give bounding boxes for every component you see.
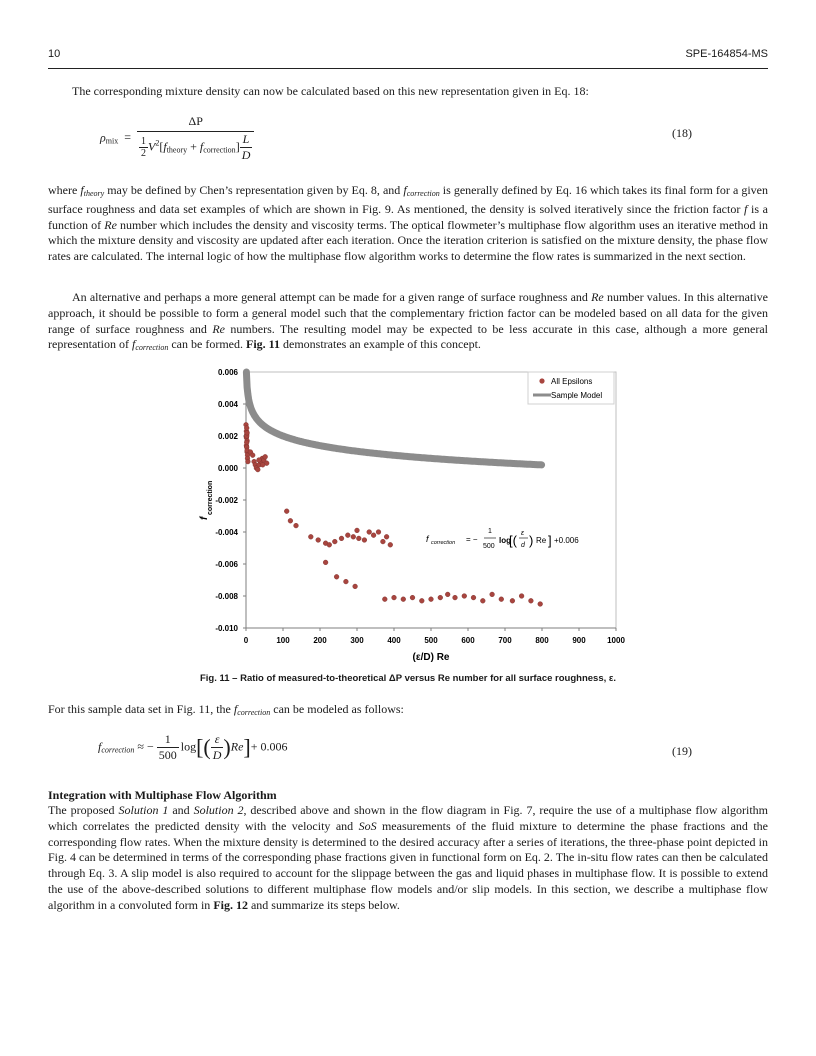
paragraph-2: An alternative and perhaps a more general attempt can be made for a given range of surface roughness and Re number values. In this alternative approach, it should be possible to form a general model such that the complementary friction factor can be modeled based on all data for the given range of surface roughness and Re numbers. The resulting model may be expected to be less accurate in this case, although a more general representation of $f_{correction}$ can be formed. Fig. 11 demonstrates an example of this concept.: [48, 290, 769, 353]
eq18-number: (18): [672, 126, 692, 140]
data-point: [438, 595, 443, 600]
data-point: [388, 542, 393, 547]
eq18-rho-sub: mix: [105, 136, 119, 146]
x-tick-label: 500: [424, 636, 438, 645]
svg-text:]: ]: [548, 533, 552, 548]
eq18-L: L: [240, 132, 253, 148]
annotation-f: f: [426, 534, 429, 544]
eq19-approx: ≈ −: [137, 739, 154, 754]
data-point: [351, 534, 356, 539]
equation-18: $\rho_{mix}$ = ΔP $\frac{1}{2}$ $V^2[f_{theory} + f_{correction}]$ $\frac{L}{D}$: [100, 114, 254, 163]
data-point: [384, 534, 389, 539]
equation-19: $f_{correction}$ ≈ − $\frac{1}{500}$ log[( $\frac{\varepsilon}{D}$ )Re]+ 0.006: [98, 732, 288, 762]
svg-text:[(: [(: [509, 533, 517, 548]
x-tick-label: 900: [572, 636, 586, 645]
eq19-number: (19): [672, 744, 692, 758]
eq19-re: Re: [230, 739, 244, 754]
x-tick-label: 800: [535, 636, 549, 645]
data-point: [255, 467, 260, 472]
eq18-v-exp: 2: [155, 138, 160, 148]
annotation-tail: +0.006: [554, 536, 579, 545]
eq18-denominator: $\frac{1}{2}$ $V^2[f_{theory} + f_{correction}]$ $\frac{L}{D}$: [141, 132, 251, 162]
data-point: [356, 536, 361, 541]
annotation-eq: = −: [466, 535, 478, 544]
x-tick-label: 600: [461, 636, 475, 645]
annotation-den: 500: [483, 543, 495, 550]
data-point: [294, 523, 299, 528]
y-tick-label: -0.008: [215, 592, 238, 601]
eq19-num: 1: [157, 732, 179, 748]
data-point: [510, 598, 515, 603]
y-tick-label: -0.010: [215, 624, 238, 633]
figure-11-caption: Fig. 11 – Ratio of measured-to-theoretical ΔP versus Re number for all surface roughness, ε.: [199, 673, 617, 684]
data-point: [490, 592, 495, 597]
page-number: 10: [48, 48, 61, 60]
legend-label-all-epsilons: All Epsilons: [551, 377, 593, 386]
eq18-f1: f: [163, 139, 167, 154]
data-point: [257, 458, 262, 463]
data-point: [410, 595, 415, 600]
paragraph-1: where $f_{theory}$ may be defined by Chen’s representation given by Eq. 8, and $f_{correction}$ is generally defined by Eq. 16 which takes its final form for a given surface roughness and data set examples of which are shown in Fig. 9. As mentioned, the density is solved iteratively since the friction factor f is a function of Re number which includes the density and viscosity terms. The optical flowmeter’s multiphase flow algorithm uses an iterative method in which the mixture density and viscosity are updated after each iteration. Once the iteration criterion is satisfied on the mixture density, the phase flow rates are calculated. The internal logic of how the multiphase flow algorithm works to determine the flow rates is summarized in the next section.: [48, 183, 768, 264]
data-point: [499, 597, 504, 602]
svg-text:f: f: [199, 516, 210, 520]
annotation-log: log: [499, 536, 511, 545]
data-point: [367, 530, 372, 535]
y-tick-label: 0.006: [217, 368, 238, 377]
paragraph-3: For this sample data set in Fig. 11, the $f_{correction}$ can be modeled as follows:: [48, 702, 404, 717]
y-axis-title: [199, 481, 214, 520]
report-id: SPE-164854-MS: [685, 48, 768, 60]
data-point: [480, 598, 485, 603]
intro-text: The corresponding mixture density can now be calculated based on this new representation given in Eq. 18:: [72, 84, 589, 98]
eq18-correction: correction: [203, 145, 236, 155]
data-point: [401, 597, 406, 602]
data-point: [345, 533, 350, 538]
x-tick-label: 1000: [607, 636, 625, 645]
annotation-f-sub: correction: [431, 540, 456, 546]
eq18-v: V: [148, 139, 156, 154]
chart-svg: [195, 362, 635, 662]
annotation-d: d: [521, 542, 525, 549]
x-tick-label: 0: [243, 636, 249, 645]
figure-11-chart: [195, 362, 635, 667]
x-tick-label: 300: [350, 636, 364, 645]
data-point: [529, 598, 534, 603]
paragraph-4: The proposed Solution 1 and Solution 2, described above and shown in the flow diagram in Fig. 7, require the use of a multiphase flow algorithm which correlates the predicted density with the velocity and SoS measurements of the fluid mixture to determine the phase fractions and the corresponding flow rates. When the mixture density is determined to the desired accuracy after a series of iterations, the three-phase point depicted in Fig. 4 can be determined in terms of the corresponding phase fractions given in functional form on Eq. 2. The in-situ flow rates can then be calculated through Eq. 3. A slip model is also required to account for the slippage between the gas and liquid phases in multiphase flow. It is possible to extend the use of the above-described solutions to different multiphase flow models and/or slip models. In this section, we describe a multiphase flow algorithm in a convoluted form in Fig. 12 and summarize its steps below.: [48, 803, 768, 912]
y-tick-label: -0.004: [215, 528, 238, 537]
data-point: [334, 574, 339, 579]
data-point: [371, 533, 376, 538]
data-point: [244, 426, 249, 431]
data-point: [462, 594, 467, 599]
data-point: [323, 560, 328, 565]
data-point: [245, 430, 250, 435]
annotation-eps: ε: [521, 530, 525, 537]
data-point: [353, 584, 358, 589]
data-point: [288, 518, 293, 523]
eq18-f2: f: [199, 139, 204, 154]
data-point: [453, 595, 458, 600]
data-point: [316, 538, 321, 543]
data-point: [429, 597, 434, 602]
data-point: [344, 579, 349, 584]
y-tick-label: 0.002: [217, 432, 238, 441]
eq18-plus: +: [190, 139, 197, 154]
eq19-sub: correction: [101, 745, 135, 755]
legend: [528, 372, 614, 404]
data-point: [519, 594, 524, 599]
eq19-D: D: [212, 748, 222, 762]
y-tick-label: 0.000: [217, 464, 238, 473]
x-tick-label: 400: [387, 636, 401, 645]
eq19-eps: ε: [211, 732, 224, 748]
eq18-half-den: 2: [141, 148, 146, 159]
annotation-re: Re: [536, 536, 547, 545]
x-tick-label: 100: [276, 636, 290, 645]
data-point: [250, 453, 255, 458]
data-point: [263, 454, 268, 459]
data-point: [445, 592, 450, 597]
eq18-half-num: 1: [141, 136, 146, 147]
data-point: [392, 595, 397, 600]
data-point: [327, 542, 332, 547]
annotation-num: 1: [488, 528, 492, 535]
data-point: [538, 602, 543, 607]
data-point: [419, 598, 424, 603]
section-heading: Integration with Multiphase Flow Algorithm: [48, 788, 277, 802]
data-point: [308, 534, 313, 539]
eq18-theory: theory: [166, 145, 188, 155]
y-tick-label: -0.002: [215, 496, 238, 505]
eq19-tail: + 0.006: [250, 739, 288, 754]
data-point: [332, 539, 337, 544]
data-point: [339, 536, 344, 541]
data-point: [284, 509, 289, 514]
eq19-f: f: [98, 739, 102, 754]
eq18-fraction: [137, 114, 254, 163]
y-tick-label: -0.006: [215, 560, 238, 569]
legend-marker-all-epsilons: [539, 378, 544, 383]
eq19-log: log: [180, 739, 197, 754]
data-point: [381, 539, 386, 544]
data-point: [244, 440, 249, 445]
svg-text:): ): [529, 533, 534, 548]
y-tick-label: 0.004: [217, 400, 238, 409]
data-point: [355, 528, 360, 533]
svg-text:correction: correction: [207, 480, 214, 515]
x-axis-title: (ε/D) Re: [412, 652, 450, 662]
data-point: [260, 462, 265, 467]
eq18-numerator: ΔP: [137, 114, 254, 132]
legend-label-sample-model: Sample Model: [551, 391, 603, 400]
eq18-D: D: [241, 148, 251, 162]
page-header: [48, 44, 768, 69]
eq19-den: 500: [158, 748, 177, 762]
data-point: [376, 530, 381, 535]
data-point: [471, 595, 476, 600]
x-tick-label: 700: [498, 636, 512, 645]
x-tick-label: 200: [313, 636, 327, 645]
data-point: [362, 538, 367, 543]
data-point: [382, 597, 387, 602]
eq18-rho: ρ: [100, 130, 106, 145]
data-point: [246, 459, 251, 464]
plot-area: [246, 372, 616, 628]
